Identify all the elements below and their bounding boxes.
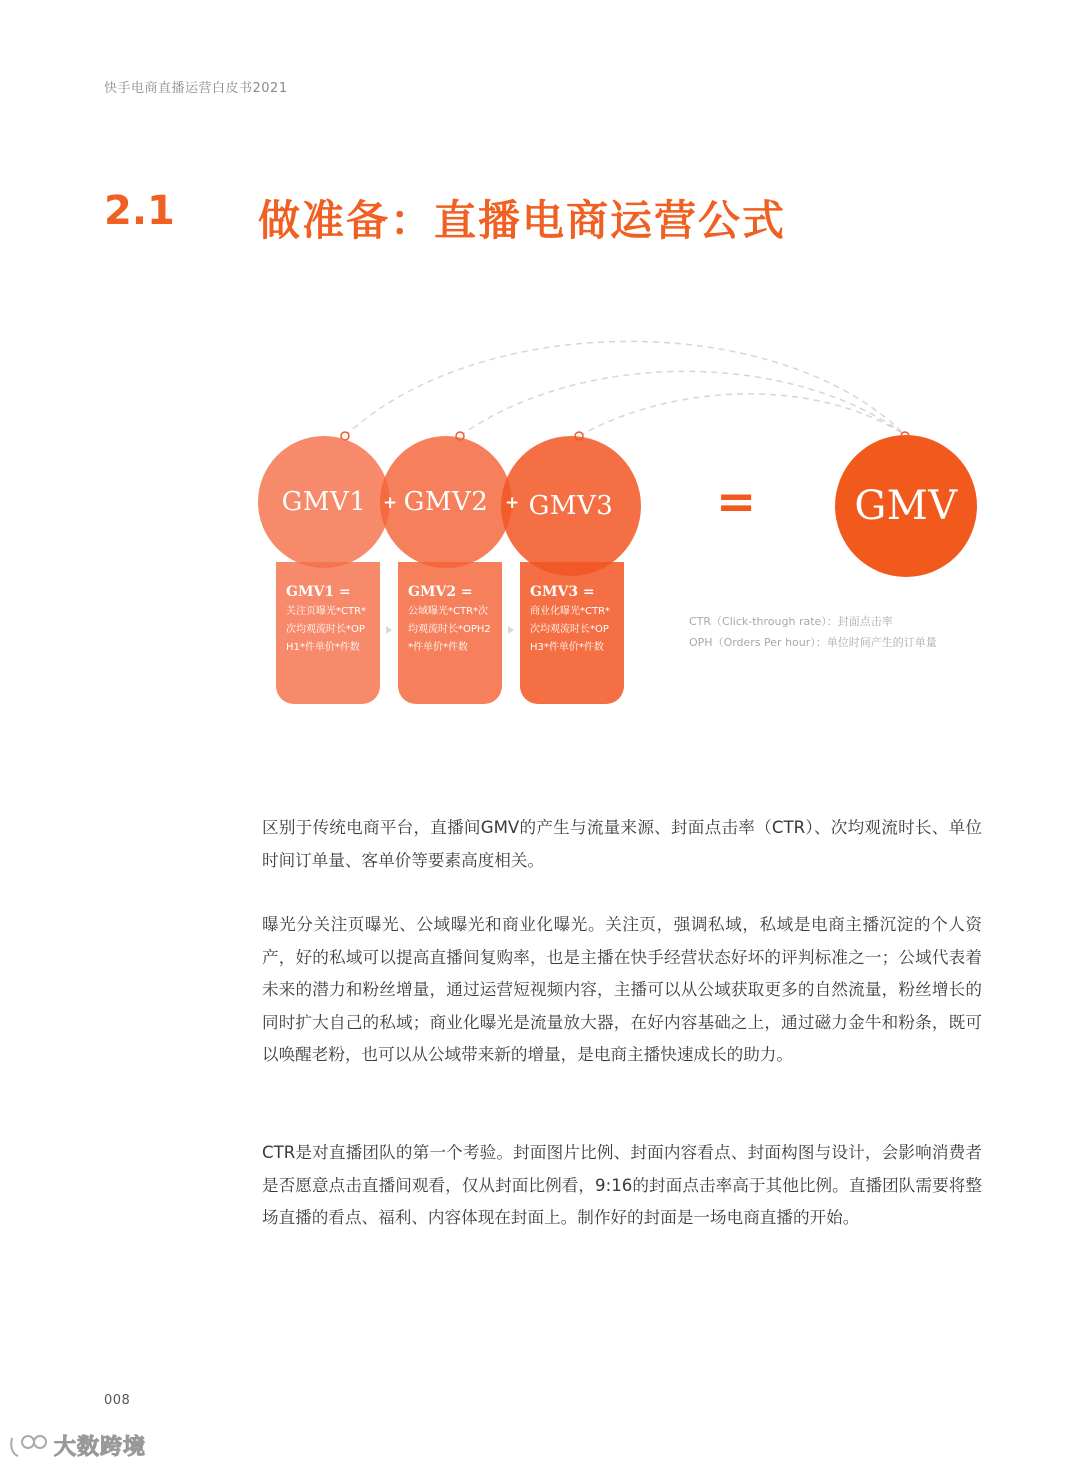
- section-heading: [104, 188, 1004, 248]
- watermark-logo-icon: [8, 1430, 50, 1460]
- arc-gmv1: [345, 341, 905, 436]
- arc-gmv3: [579, 394, 905, 436]
- gmv2-formula-card: [398, 562, 502, 704]
- gmv2-label: GMV2: [403, 487, 489, 517]
- gmv1-label: GMV1: [281, 487, 367, 517]
- card-body: 公域曝光*CTR*次均观流时长*OPH2*件单价*件数: [408, 606, 491, 653]
- gmv-formula-diagram: [0, 330, 1080, 730]
- page-number: 008: [104, 1393, 131, 1408]
- section-title: 做准备：直播电商运营公式: [258, 196, 787, 245]
- equals-icon: =: [716, 474, 757, 530]
- arrow-right-icon: [508, 626, 514, 634]
- paragraph-2: 曝光分关注页曝光、公域曝光和商业化曝光。关注页，强调私域，私域是电商主播沉淀的个人资产，好的私域可以提高直播间复购率，也是主播在快手经营状态好坏的评判标准之一；公域代表着未来的潜力和粉丝增量，通过运营短视频内容，主播可以从公域获取更多的自然流量，粉丝增长的同时扩大自己的私域；商业化曝光是流量放大器，在好内容基础之上，通过磁力金牛和粉条，既可以唤醒老粉，也可以从公域带来新的增量，是电商主播快速成长的助力。: [262, 915, 982, 1064]
- total-gmv-label: GMV: [854, 483, 958, 529]
- card-body: 商业化曝光*CTR*次均观流时长*OPH3*件单价*件数: [530, 606, 611, 653]
- card-title: GMV3 =: [530, 584, 595, 600]
- gmv2-circle: [380, 436, 512, 568]
- total-gmv-circle: [835, 435, 977, 577]
- gmv3-formula-card: [520, 562, 624, 704]
- paragraph-3: CTR是对直播团队的第一个考验。封面图片比例、封面内容看点、封面构图与设计，会影响消费者是否愿意点击直播间观看，仅从封面比例看，9:16的封面点击率高于其他比例。直播团队需要将整场直播的看点、福利、内容体现在封面上。制作好的封面是一场电商直播的开始。: [262, 1143, 982, 1227]
- gmv1-circle: [258, 436, 390, 568]
- card-title: GMV1 =: [286, 584, 351, 600]
- paragraph-1: 区别于传统电商平台，直播间GMV的产生与流量来源、封面点击率（CTR）、次均观流时长、单位时间订单量、客单价等要素高度相关。: [262, 818, 982, 870]
- plus-icon: +: [505, 493, 520, 513]
- section-number: 2.1: [104, 188, 175, 234]
- oph-definition: OPH（Orders Per hour）：单位时间产生的订单量: [689, 636, 937, 649]
- document-header: 快手电商直播运营白皮书2021: [104, 81, 288, 96]
- gmv3-label: GMV3: [528, 491, 614, 521]
- gmv3-circle: [501, 436, 641, 576]
- plus-icon: +: [383, 493, 398, 513]
- gmv1-formula-card: [276, 562, 380, 704]
- arrow-right-icon: [386, 626, 392, 634]
- watermark: [8, 1428, 146, 1462]
- watermark-text: 大数跨境: [54, 1434, 147, 1460]
- card-body: 关注页曝光*CTR*次均观流时长*OPH1*件单价*件数: [286, 606, 367, 653]
- card-title: GMV2 =: [408, 584, 473, 600]
- arc-gmv2: [460, 371, 905, 436]
- ctr-definition: CTR（Click-through rate）：封面点击率: [689, 615, 893, 628]
